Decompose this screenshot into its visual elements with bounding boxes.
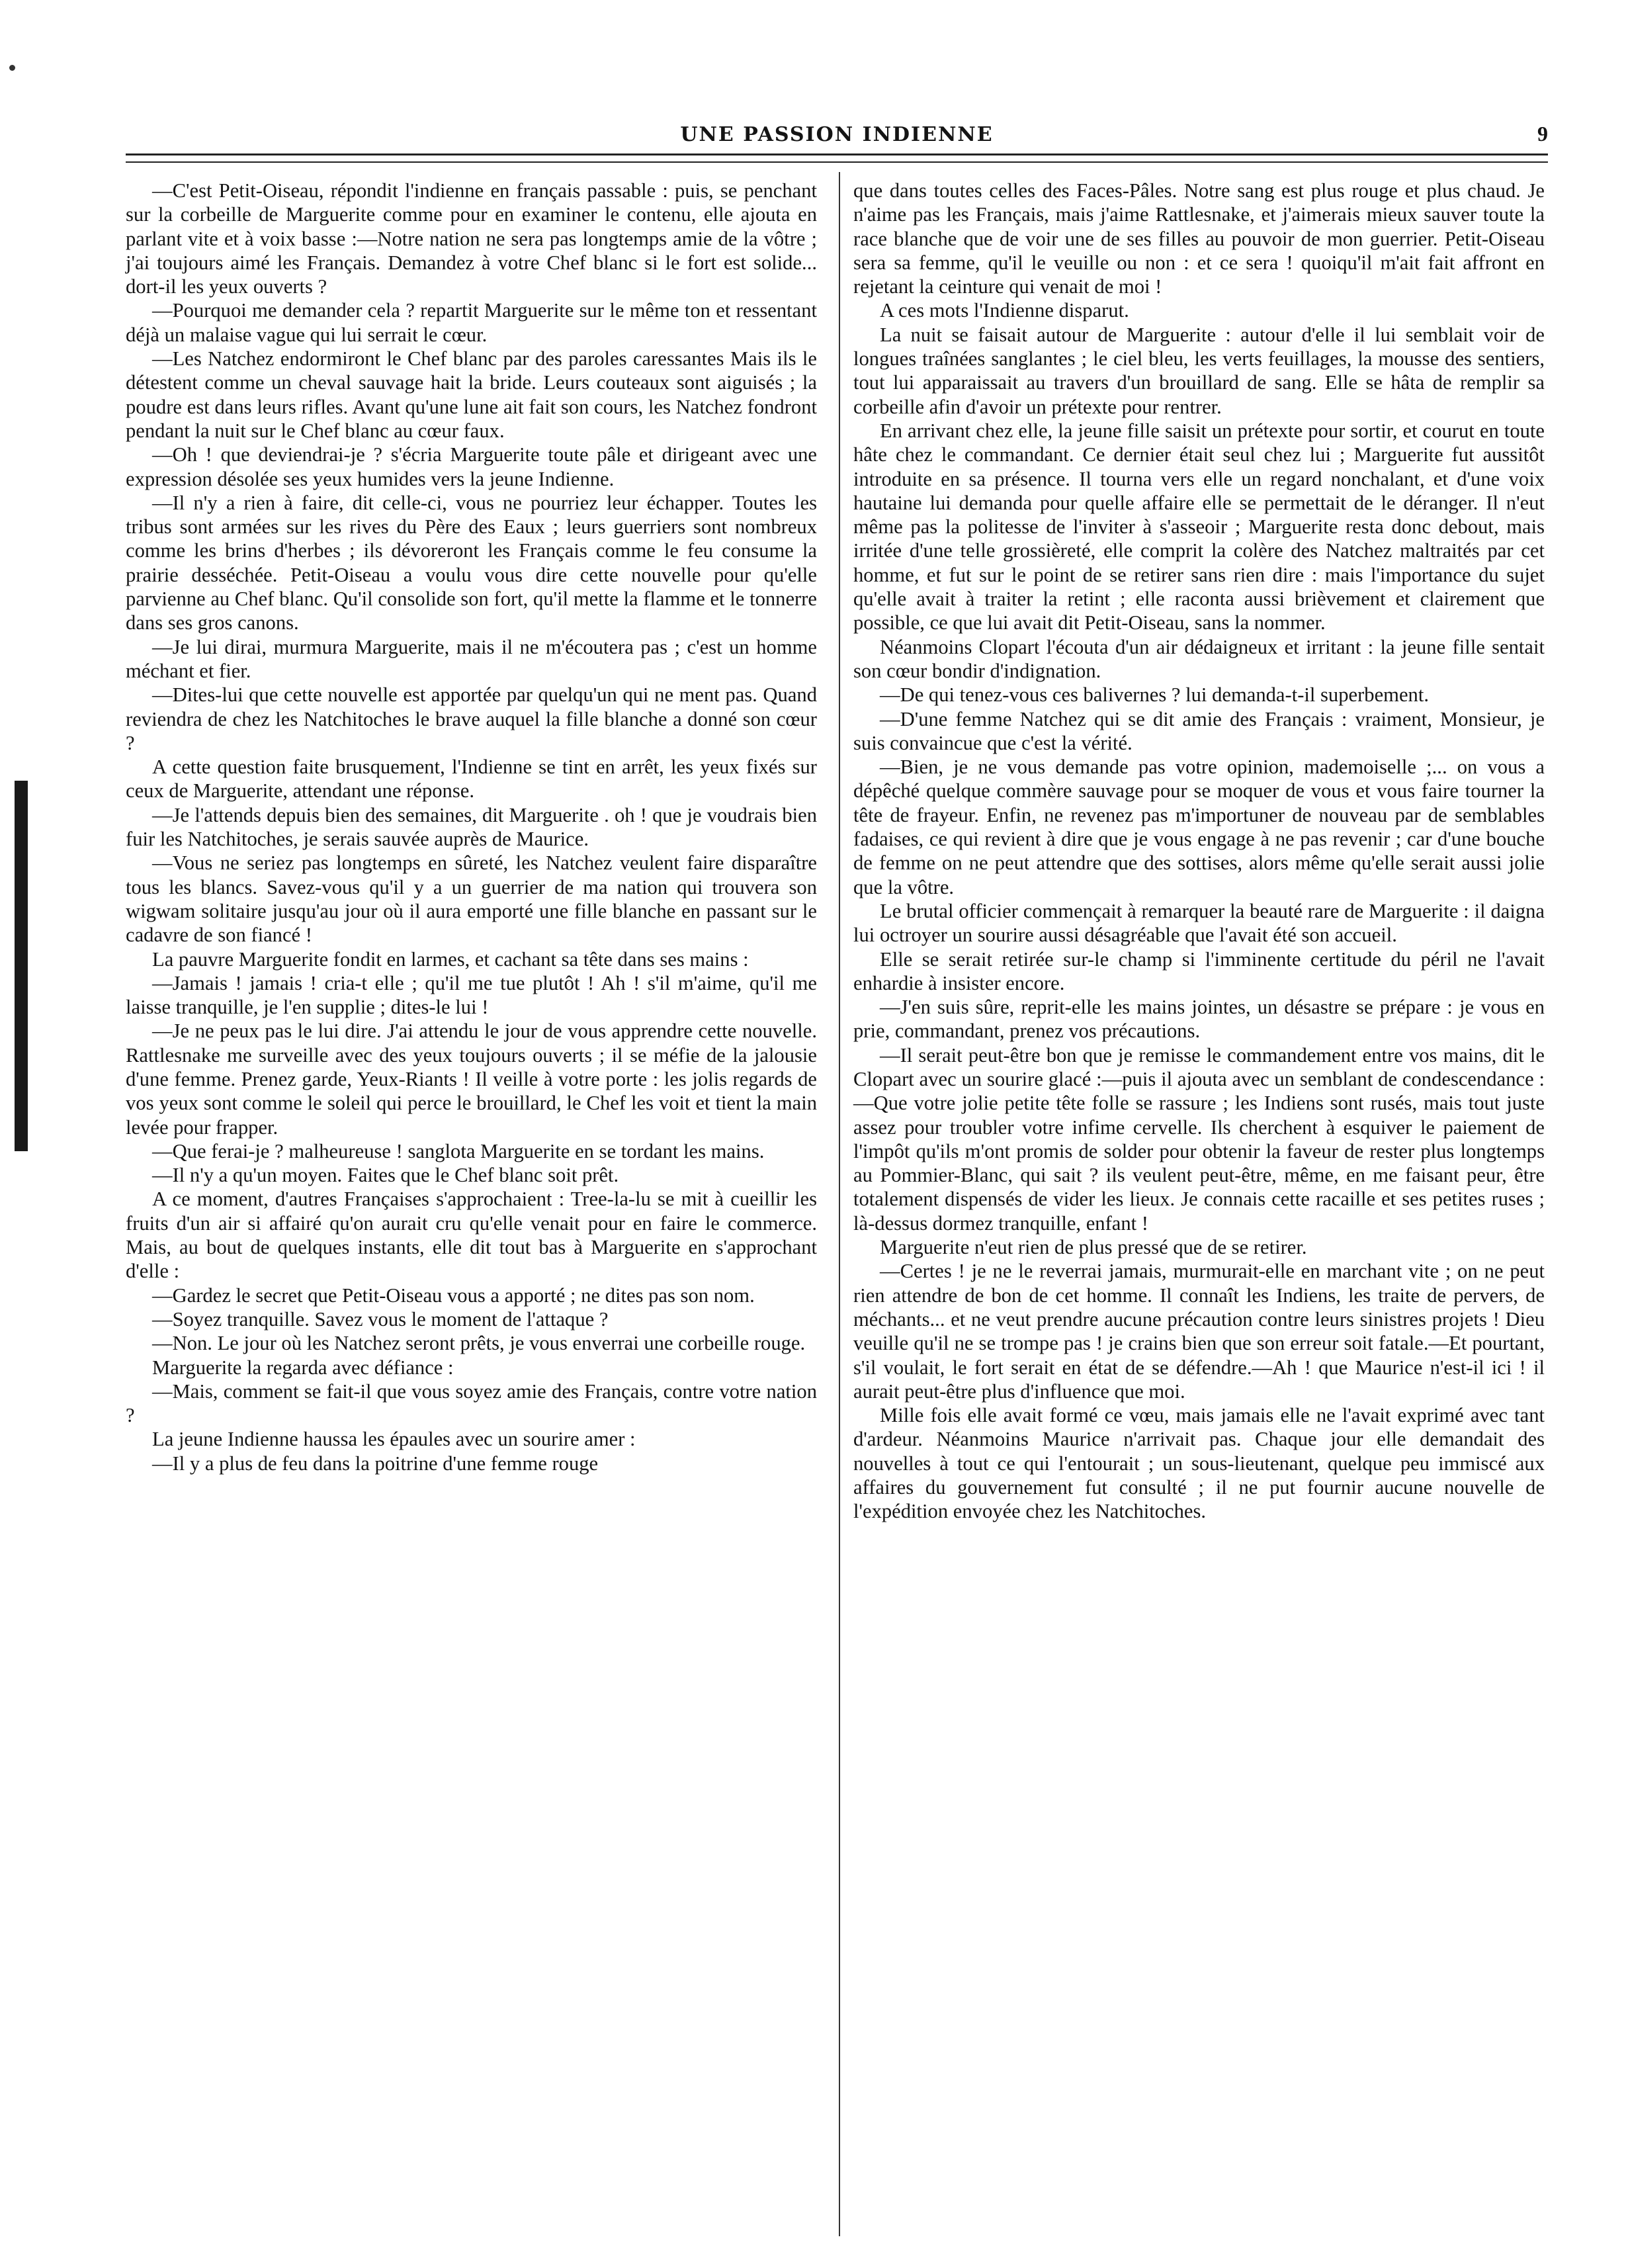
header-rule	[126, 153, 1548, 155]
margin-speck	[9, 65, 15, 71]
paragraph: —Certes ! je ne le reverrai jamais, murmurait-elle en marchant vite ; on ne peut rien attendre de bon de cet homme. Il connaît les Indiens, les traite de pervers, de méchants... et ne veut prendre aucune précaution contre leurs sinistres projets ! Dieu veuille qu'il ne se trompe pas ! je crains bien que son erreur soit fatale.—Et pourtant, s'il voulait, le fort serait en état de se défendre.—Ah ! que Maurice n'est-il ici ! il aurait peut-être plus d'influence que moi.	[853, 1260, 1545, 1403]
paragraph: A ce moment, d'autres Françaises s'approchaient : Tree-la-lu se mit à cueillir les fruits d'un air si affairé qu'on aurait cru qu'elle venait pour en faire le commerce. Mais, au bout de quelques instants, elle dit tout bas à Marguerite en s'approchant d'elle :	[126, 1188, 817, 1283]
paragraph: —Non. Le jour où les Natchez seront prêts, je vous enverrai une corbeille rouge.	[152, 1332, 806, 1355]
paragraph: —Pourquoi me demander cela ? repartit Marguerite sur le même ton et ressentant déjà un malaise vague qui lui serrait le cœur.	[126, 299, 817, 346]
paragraph: La pauvre Marguerite fondit en larmes, et cachant sa tête dans ses mains :	[152, 947, 749, 971]
paragraph: —Je lui dirai, murmura Marguerite, mais il ne m'écoutera pas ; c'est un homme méchant et fier.	[126, 635, 817, 682]
paragraph: —Je ne peux pas le lui dire. J'ai attendu le jour de vous apprendre cette nouvelle. Rattlesnake me surveille avec des yeux toujours ouverts ; il se méfie de la jalousie d'une femme. Prenez garde, Yeux-Riants ! Il veille à votre porte : les jolis regards de vos yeux sont comme le soleil qui perce le brouillard, le Chef les voit et tient la main levée pour frapper.	[126, 1020, 817, 1139]
paragraph: —Je l'attends depuis bien des semaines, dit Marguerite . oh ! que je voudrais bien fuir les Natchitoches, je serais sauvée auprès de Maurice.	[126, 803, 817, 851]
paragraph: —J'en suis sûre, reprit-elle les mains jointes, un désastre se prépare : je vous en prie, commandant, prenez vos précautions.	[853, 996, 1545, 1043]
margin-scan-bar	[15, 781, 28, 1151]
paragraph: —Oh ! que deviendrai-je ? s'écria Marguerite toute pâle et dirigeant avec une expression désolée ses yeux humides vers la jeune Indienne.	[126, 443, 817, 490]
paragraph: Elle se serait retirée sur-le champ si l'imminente certitude du péril ne l'avait enhardie à insister encore.	[853, 947, 1545, 994]
paragraph: —Il n'y a qu'un moyen. Faites que le Chef blanc soit prêt.	[152, 1164, 619, 1187]
paragraph: —C'est Petit-Oiseau, répondit l'indienne en français passable : puis, se penchant sur la corbeille de Marguerite comme pour en examiner le contenu, elle ajouta en parlant vite et à voix basse :—Notre nation ne sera pas longtemps amie de la vôtre ; j'ai toujours aimé les Français. Demandez à votre Chef blanc si le fort est solide... dort-il les yeux ouverts ?	[126, 179, 817, 298]
paragraph: —Il serait peut-être bon que je remisse le commandement entre vos mains, dit le Clopart avec un sourire glacé :—puis il ajouta avec un semblant de condescendance :—Que votre jolie petite tête folle se rassure ; les Indiens sont rusés, mais tout juste assez pour troubler votre infime cervelle. Ils cherchent à esquiver le paiement de l'impôt qu'ils m'ont promis de solder pour obtenir la faveur de rester plus longtemps au Pommier-Blanc, qui sait ? ils veulent peut-être, même, en me faisant peur, être totalement dispensés de vider les lieux. Je connais cette racaille et ses petites ruses ; là-dessus dormez tranquille, enfant !	[853, 1043, 1545, 1235]
page-number: 9	[1537, 122, 1548, 146]
paragraph: —Vous ne seriez pas longtemps en sûreté, les Natchez veulent faire disparaître tous les blancs. Savez-vous qu'il y a un guerrier de ma nation qui trouvera son wigwam solitaire jusqu'au jour où il aura emporté une fille blanche en passant sur le cadavre de son fiancé !	[126, 851, 817, 947]
paragraph: Mille fois elle avait formé ce vœu, mais jamais elle ne l'avait exprimé avec tant d'ardeur. Néanmoins Maurice n'arrivait pas. Chaque jour elle demandait des nouvelles à tout ce qui l'entourait ; un sous-lieutenant, quelque peu immiscé aux affaires du gouvernement fut consulté ; il ne put fournir aucune nouvelle de l'expédition envoyée chez les Natchitoches.	[853, 1404, 1545, 1523]
paragraph: —Dites-lui que cette nouvelle est apportée par quelqu'un qui ne ment pas. Quand reviendra de chez les Natchitoches le brave auquel la fille blanche a donné son cœur ?	[126, 683, 817, 754]
page-header	[126, 119, 1548, 159]
paragraph: En arrivant chez elle, la jeune fille saisit un prétexte pour sortir, et courut en toute hâte chez le commandant. Ce dernier était seul chez lui ; Marguerite fut aussitôt introduite en sa présence. Il tourna vers elle un regard nonchalant, et d'une voix hautaine lui demanda pour quelle affaire elle se permettait de le déranger. Il n'eut même pas la politesse de l'inviter à s'asseoir ; Marguerite resta donc debout, mais irritée d'une telle grossièreté, elle comprit la colère des Natchez maltraités par cet homme, et fut sur le point de se retirer sans rien dire : mais l'importance du sujet qu'elle avait à traiter la retint ; elle raconta aussi brièvement et clairement que possible, ce que lui avait dit Petit-Oiseau, sans la nommer.	[853, 419, 1545, 634]
paragraph: —Il n'y a rien à faire, dit celle-ci, vous ne pourriez leur échapper. Toutes les tribus sont armées sur les rives du Père des Eaux ; leurs guerriers sont nombreux comme les brins d'herbes ; ils dévoreront les Français comme le feu consume la prairie desséchée. Petit-Oiseau a voulu vous dire cette nouvelle pour qu'elle parvienne au Chef blanc. Qu'il consolide son fort, qu'il mette la flamme et le tonnerre dans ses gros canons.	[126, 491, 817, 634]
paragraph: Marguerite n'eut rien de plus pressé que de se retirer.	[880, 1236, 1307, 1259]
paragraph: —Les Natchez endormiront le Chef blanc par des paroles caressantes Mais ils le détestent comme un cheval sauvage hait la bride. Leurs couteaux sont aiguisés ; la poudre est dans leurs rifles. Avant qu'une lune ait fait son cours, les Natchez fondront pendant la nuit sur le Chef blanc au cœur faux.	[126, 347, 817, 442]
right-column	[853, 179, 1545, 1524]
paragraph: Néanmoins Clopart l'écouta d'un air dédaigneux et irritant : la jeune fille sentait son cœur bondir d'indignation.	[853, 635, 1545, 682]
paragraph: que dans toutes celles des Faces-Pâles. Notre sang est plus rouge et plus chaud. Je n'aime pas les Français, mais j'aime Rattlesnake, et j'aimerais mieux sauver toute la race blanche que de voir une de ses filles au pouvoir de mon guerrier. Petit-Oiseau sera sa femme, qu'il le veuille ou non : et ce sera ! quoiqu'il m'ait fait affront en rejetant la ceinture qui venait de moi !	[853, 179, 1545, 298]
paragraph: A cette question faite brusquement, l'Indienne se tint en arrêt, les yeux fixés sur ceux de Marguerite, attendant une réponse.	[126, 756, 817, 803]
paragraph: —Bien, je ne vous demande pas votre opinion, mademoiselle ;... on vous a dépêché quelque commère sauvage pour se moquer de vous et vous faire tourner la tête de frayeur. Enfin, ne revenez pas m'importuner de nouveau par de semblables fadaises, ce qui revient à dire que je vous engage à ne pas revenir ; car d'une bouche de femme on ne peut attendre que des sottises, alors même qu'elle serait aussi jolie que la vôtre.	[853, 756, 1545, 898]
column-separator	[839, 172, 840, 2236]
left-column	[126, 179, 817, 1475]
paragraph: —D'une femme Natchez qui se dit amie des Français : vraiment, Monsieur, je suis convaincue que c'est la vérité.	[853, 707, 1545, 754]
paragraph: —De qui tenez-vous ces balivernes ? lui demanda-t-il superbement.	[880, 683, 1429, 707]
paragraph: La jeune Indienne haussa les épaules avec un sourire amer :	[152, 1428, 636, 1451]
paragraph: —Que ferai-je ? malheureuse ! sanglota Marguerite en se tordant les mains.	[152, 1139, 765, 1162]
paragraph: —Jamais ! jamais ! cria-t elle ; qu'il me tue plutôt ! Ah ! s'il m'aime, qu'il me laisse tranquille, je l'en supplie ; dites-le lui !	[126, 971, 817, 1019]
paragraph: Le brutal officier commençait à remarquer la beauté rare de Marguerite : il daigna lui octroyer un sourire aussi désagréable que l'avait été son accueil.	[853, 899, 1545, 947]
running-title: UNE PASSION INDIENNE	[680, 123, 994, 146]
header-rule-thin	[126, 161, 1548, 163]
paragraph: Marguerite la regarda avec défiance :	[152, 1356, 454, 1379]
paragraph: —Mais, comment se fait-il que vous soyez amie des Français, contre votre nation ?	[126, 1379, 817, 1427]
paragraph: La nuit se faisait autour de Marguerite : autour d'elle il lui semblait voir de longues traînées sanglantes ; le ciel bleu, les verts feuillages, la mousse des sentiers, tout lui apparaissait au travers d'un brouillard de sang. Elle se hâta de remplir sa corbeille afin d'avoir un prétexte pour rentrer.	[853, 323, 1545, 418]
paragraph: —Gardez le secret que Petit-Oiseau vous a apporté ; ne dites pas son nom.	[152, 1284, 755, 1307]
paragraph: —Soyez tranquille. Savez vous le moment de l'attaque ?	[152, 1307, 609, 1330]
paragraph: —Il y a plus de feu dans la poitrine d'une femme rouge	[152, 1452, 599, 1475]
paragraph: A ces mots l'Indienne disparut.	[880, 299, 1129, 322]
